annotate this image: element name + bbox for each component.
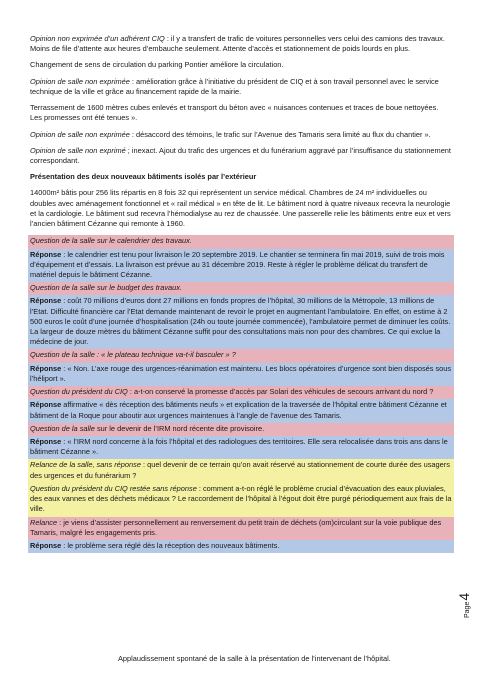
page-number <box>456 593 474 618</box>
paragraph-room-opinion-2: Opinion de salle non exprimée : désaccord des témoins, le trafic sur l’Avenue des Tamaris sera limité au flux du chantier ». <box>30 129 431 139</box>
question-plateau-technique: Question de la salle : « le plateau technique va-t-il basculer » ? <box>28 349 454 362</box>
paragraph-parking: Changement de sens de circulation du parking Pontier améliore la circulation. <box>30 60 284 70</box>
unanswered-relance: Relance de la salle, sans réponse : quel devenir de ce terrain qu’on avait réservé au stationnement de courte durée des usagers des urgences et du funérarium ? <box>28 459 454 482</box>
question-calendar: Question de la salle sur le calendrier des travaux. <box>28 235 454 248</box>
answer-budget: Réponse : coût 70 millions d’euros dont 27 millions en fonds propres de l’hôpital, 30 millions de la Métropole, 13 millions de l’Etat. Difficulté financière car l’Etat demande maintenant de revoir le projet en augmentant l’ambulatoire. En effet, on estime à 2 500 euros le coût d’une journée d’hospitalisation (24h ou toute journée commencée), l’ambulatoire permet de diminuer les coûts. La largeur de douze mètres du bâtiment Cézanne suffit pour des consultations mais non pour des chambres. Ce qui exclue la médecine de jour. <box>28 295 454 349</box>
question-relance-dechets: Relance : je viens d’assister personnellement au renversement du petit train de déchets (om)circulant sur la voie publique des Tamaris, malgré les engagements pris. <box>28 517 454 540</box>
page-number-value: 4 <box>456 592 472 601</box>
paragraph-terrassement: Terrassement de 1600 mètres cubes enlevés et transport du béton avec « nuisances contenues et traces de boue nettoyées. Les promesses ont été tenues ». <box>30 103 439 123</box>
paragraph-room-opinion-3: Opinion de salle non exprimé ; inexact. Ajout du trafic des urgences et du funérarium aggravé par l’insuffisance du stationnement correspondant. <box>30 145 451 165</box>
answer-calendar: Réponse : le calendrier est tenu pour livraison le 20 septembre 2019. Le chantier se terminera fin mai 2019, suivi de trois mois d’équipement et d’essais. La livraison est prévue au 31 décembre 2019. Reste à régler le problème délicat du transfert de matériel depuis le bâtiment Cézanne. <box>28 249 454 283</box>
answer-plateau-technique: Réponse : « Non. L’axe rouge des urgences-réanimation est maintenu. Les blocs opératoires d’urgence sont bien disposés sous l’héliport ». <box>28 363 454 386</box>
question-budget: Question de la salle sur le budget des travaux. <box>28 282 454 295</box>
paragraph-buildings: 14000m² bâtis pour 256 lits répartis en 8 fois 32 qui représentent un service médical. Chambres de 24 m² individuelles ou doubles avec aménagement fonctionnel et « rail médical » en tête de lit. Le bâtiment nord à quatre niveaux recevra la neurologie et la cardiologie. Le bâtiment sud recevra l’hémodialyse au rez de chaussée. Une passerelle relie les bâtiments entre eux et vers l’ancien bâtiment Cézanne qui remonte à 1960. <box>30 188 451 229</box>
page-label: Page <box>464 601 471 618</box>
question-irm: Question de la salle sur le devenir de l’IRM nord récente dite provisoire. <box>28 423 454 436</box>
applause-note: Applaudissement spontané de la salle à la présentation de l’intervenant de l’hôpital. <box>118 654 391 663</box>
paragraph-room-opinion-1: Opinion de salle non exprimée : amélioration grâce à l’initiative du président de CIQ et à son travail personnel avec le service technique de la ville et grâce au financement rapide de la mairie. <box>30 76 439 96</box>
answer-acces-solari: Réponse affirmative « dès réception des bâtiments neufs » et explication de la traversée de l’hôpital entre bâtiment Cézanne et bâtiment de la Roque pour aboutir aux urgences maintenues à l’angle de l’avenue des Tamaris. <box>28 399 454 422</box>
document-body <box>30 34 452 553</box>
answer-irm: Réponse : « l’IRM nord concerne à la fois l’hôpital et des radiologues des territoires. Elle sera relocalisée dans trois ans dans le bâtiment Cézanne ». <box>28 436 454 459</box>
section-heading: Présentation des deux nouveaux bâtiments isolés par l’extérieur <box>30 172 257 182</box>
unanswered-president-question: Question du président du CIQ restée sans réponse : comment a-t-on réglé le problème crucial d’évacuation des eaux pluviales, des eaux vannes et des déchets médicaux ? Le raccordement de l’hôpital à l’égout doit être purgé périodiquement aux frais de la ville. <box>28 483 454 517</box>
answer-relance-dechets: Réponse : le problème sera réglé dès la réception des nouveaux bâtiments. <box>28 540 454 553</box>
question-acces-solari: Question du président du CIQ : a-t-on conservé la promesse d’accès par Solari des véhicules de secours arrivant du nord ? <box>28 386 454 399</box>
paragraph-adherent-opinion: Opinion non exprimée d’un adhérent CIQ : il y a transfert de trafic de voitures personnelles vers celui des camions des travaux. Moins de file d’attente aux heures d’embauche seulement. Attente d’accès et stationnement de poids lourds en plus. <box>30 34 445 54</box>
